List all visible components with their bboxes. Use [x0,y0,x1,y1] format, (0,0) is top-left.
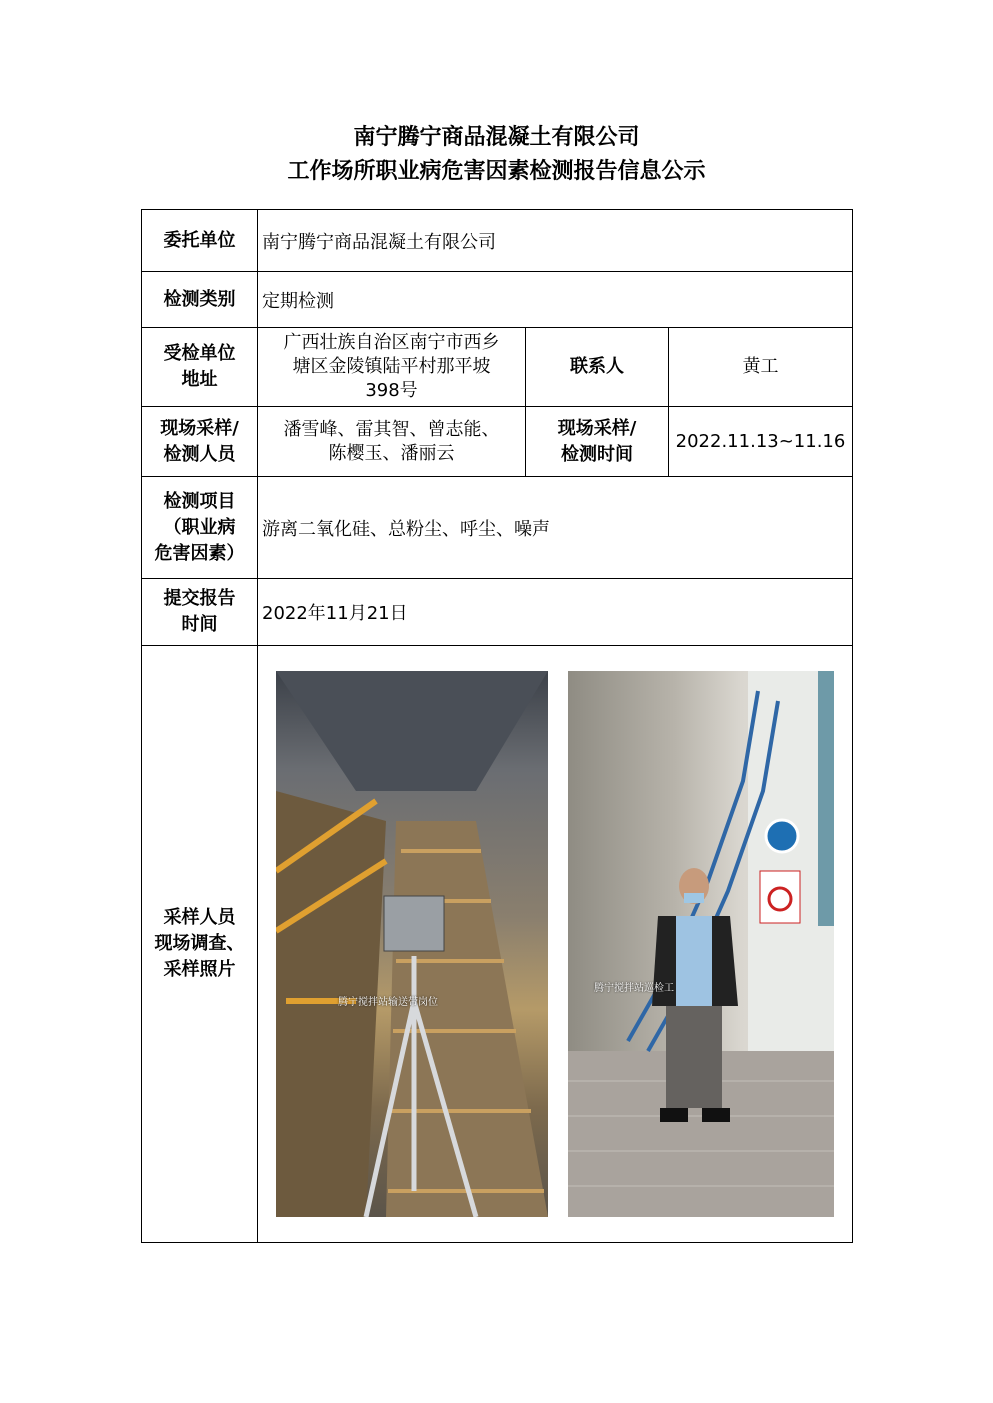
photos-area [258,646,852,1242]
address-label-line1: 受检单位 [163,343,236,364]
conveyor-photo-caption: 腾宁搅拌站输送带岗位 [338,997,438,1008]
time-label-line2: 检测时间 [561,443,633,465]
row-type [142,272,853,328]
inspector-photo-caption: 腾宁搅拌站巡检工 [594,983,674,994]
items-value: 游离二氧化硅、总粉尘、呼尘、噪声 [258,477,853,579]
address-value-line3: 398号 [365,380,418,401]
items-label-line2: （职业病 [163,516,236,538]
time-label [526,407,669,477]
photos-label-line1: 采样人员 [163,907,236,928]
row-client [142,210,853,272]
client-value: 南宁腾宁商品混凝土有限公司 [258,210,853,272]
row-address [142,328,853,407]
items-label-line1: 检测项目 [163,490,236,512]
staff-label-line1: 现场采样/ [160,417,239,439]
row-items [142,477,853,579]
submit-value: 2022年11月21日 [258,579,853,646]
staff-value-line2: 陈樱玉、潘丽云 [328,442,455,464]
staff-label [142,407,258,477]
contact-label: 联系人 [526,328,669,407]
photos-cell [258,646,853,1243]
conveyor-sampling-photo [276,671,548,1217]
inspector-sampling-photo [568,671,834,1217]
submit-label-line2: 时间 [181,614,218,635]
inspector-scene-illustration [568,671,834,1217]
address-value-line1: 广西壮族自治区南宁市西乡 [283,332,500,353]
time-value: 2022.11.13~11.16 [669,407,853,477]
staff-value-line1: 潘雪峰、雷其智、曾志能、 [283,418,500,440]
type-label: 检测类别 [142,272,258,328]
address-label-line2: 地址 [181,369,218,390]
address-label [142,328,258,407]
items-label-line3: 危害因素） [154,542,245,564]
staff-value [258,407,526,477]
type-value: 定期检测 [258,272,853,328]
items-label [142,477,258,579]
address-value [258,328,526,407]
submit-label [142,579,258,646]
row-submit [142,579,853,646]
time-label-line1: 现场采样/ [557,417,637,439]
address-value-line2: 塘区金陵镇陆平村那平坡 [292,356,491,377]
photos-label-line3: 采样照片 [163,959,236,980]
report-title: 工作场所职业病危害因素检测报告信息公示 [287,158,706,184]
conveyor-scene-illustration [276,671,548,1217]
client-label: 委托单位 [142,210,258,272]
info-table [141,209,853,1243]
row-staff [142,407,853,477]
photos-label [142,646,258,1243]
company-title: 南宁腾宁商品混凝土有限公司 [353,124,640,150]
contact-value: 黄工 [669,328,853,407]
photos-label-line2: 现场调查、 [154,933,245,954]
staff-label-line2: 检测人员 [163,443,236,465]
submit-label-line1: 提交报告 [163,588,236,609]
row-photos [142,646,853,1243]
